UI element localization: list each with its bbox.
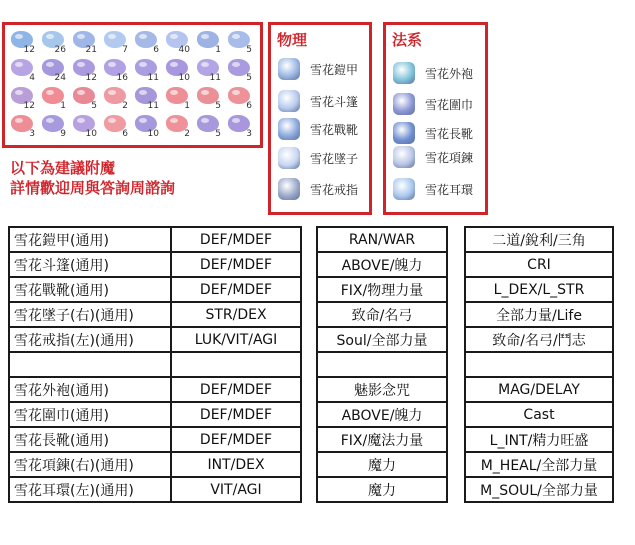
physical-title: 物理 xyxy=(277,31,308,49)
item-count: 6 xyxy=(246,101,252,111)
cloak-icon xyxy=(278,90,300,112)
inventory-slot[interactable] xyxy=(39,28,70,56)
base-stat-cell: INT/DEX xyxy=(171,452,301,477)
item-count: 3 xyxy=(246,129,252,139)
item-label: 雪花耳環 xyxy=(425,183,474,197)
item-count: 11 xyxy=(209,73,221,83)
inventory-slot[interactable] xyxy=(39,112,70,140)
inventory-slot[interactable] xyxy=(8,112,39,140)
item-count: 12 xyxy=(23,45,35,55)
magic-panel xyxy=(383,22,488,215)
item-count: 10 xyxy=(178,73,190,83)
equipment-name-cell: 雪花戒指(左)(通用) xyxy=(9,327,171,352)
item-count: 6 xyxy=(122,129,128,139)
inventory-slot[interactable] xyxy=(101,112,132,140)
base-stat-cell: DEF/MDEF xyxy=(171,277,301,302)
magic-item[interactable] xyxy=(392,177,484,201)
enchant-slot-3-cell: CRI xyxy=(465,252,613,277)
table-row xyxy=(465,252,613,277)
table-row xyxy=(9,327,301,352)
table-row xyxy=(9,252,301,277)
equipment-name-cell: 雪花長靴(通用) xyxy=(9,427,171,452)
table-row xyxy=(465,352,613,377)
item-count: 10 xyxy=(85,129,97,139)
magic-item[interactable] xyxy=(392,61,484,85)
equipment-name-cell: 雪花墜子(右)(通用) xyxy=(9,302,171,327)
inventory-slot[interactable] xyxy=(39,56,70,84)
item-count: 5 xyxy=(215,129,221,139)
equipment-name-cell: 雪花斗篷(通用) xyxy=(9,252,171,277)
inventory-slot[interactable] xyxy=(8,84,39,112)
item-count: 5 xyxy=(246,73,252,83)
item-count: 5 xyxy=(91,101,97,111)
enchant-slot-3-cell: 二道/銳利/三角 xyxy=(465,227,613,252)
item-label: 雪花戒指 xyxy=(310,183,359,197)
enchant-slot-2-cell: 致命/名弓 xyxy=(317,302,447,327)
enchant-slot-2-cell: 魔力 xyxy=(317,477,447,502)
inventory-slot[interactable] xyxy=(194,84,225,112)
item-label: 雪花斗篷 xyxy=(310,95,359,109)
inventory-slot[interactable] xyxy=(132,112,163,140)
item-count: 2 xyxy=(184,129,190,139)
inventory-slot[interactable] xyxy=(225,28,256,56)
equipment-name-cell: 雪花外袍(通用) xyxy=(9,377,171,402)
table-row xyxy=(465,302,613,327)
enchant-slot-2-cell: FIX/物理力量 xyxy=(317,277,447,302)
long-boots-icon xyxy=(393,122,415,144)
item-count: 5 xyxy=(246,45,252,55)
enchant-slot-2-table xyxy=(316,226,448,503)
item-count: 2 xyxy=(122,101,128,111)
enchant-slot-2-cell: FIX/魔法力量 xyxy=(317,427,447,452)
item-count: 4 xyxy=(29,73,35,83)
table-row xyxy=(317,477,447,502)
table-row xyxy=(317,402,447,427)
inventory-slot[interactable] xyxy=(132,84,163,112)
item-label: 雪花鎧甲 xyxy=(310,63,359,77)
enchant-slot-2-cell: RAN/WAR xyxy=(317,227,447,252)
table-row xyxy=(465,277,613,302)
base-stat-cell: STR/DEX xyxy=(171,302,301,327)
magic-item[interactable] xyxy=(392,92,484,116)
pendant-icon xyxy=(278,147,300,169)
robe-icon xyxy=(393,62,415,84)
inventory-slot[interactable] xyxy=(101,84,132,112)
table-row xyxy=(317,377,447,402)
equipment-name-cell: 雪花鎧甲(通用) xyxy=(9,227,171,252)
item-count: 11 xyxy=(147,73,159,83)
inventory-slot[interactable] xyxy=(39,84,70,112)
item-count: 12 xyxy=(85,73,97,83)
table-row xyxy=(465,477,613,502)
enchant-slot-2-cell: Soul/全部力量 xyxy=(317,327,447,352)
notice-line-2: 詳情歡迎周與答詢周諮詢 xyxy=(10,179,176,197)
enchant-slot-3-cell: M_HEAL/全部力量 xyxy=(465,452,613,477)
enchant-slot-3-cell: L_DEX/L_STR xyxy=(465,277,613,302)
inventory-slot[interactable] xyxy=(225,84,256,112)
table-row xyxy=(9,302,301,327)
item-count: 24 xyxy=(54,73,66,83)
notice-line-1: 以下為建議附魔 xyxy=(10,159,116,177)
item-count: 9 xyxy=(60,129,66,139)
table-row xyxy=(9,477,301,502)
enchant-notice xyxy=(10,158,250,198)
boots-icon xyxy=(278,118,300,140)
equipment-stat-table xyxy=(8,226,302,503)
table-row xyxy=(465,427,613,452)
item-count: 6 xyxy=(153,45,159,55)
inventory-grid xyxy=(8,28,256,140)
inventory-slot[interactable] xyxy=(8,28,39,56)
table-row xyxy=(9,377,301,402)
inventory-slot[interactable] xyxy=(163,112,194,140)
enchant-slot-3-cell: Cast xyxy=(465,402,613,427)
inventory-slot[interactable] xyxy=(194,112,225,140)
item-count: 1 xyxy=(60,101,66,111)
ring-icon xyxy=(278,178,300,200)
table-row xyxy=(9,452,301,477)
item-label: 雪花長靴 xyxy=(425,127,474,141)
inventory-slot[interactable] xyxy=(8,56,39,84)
equipment-name-cell: 雪花圍巾(通用) xyxy=(9,402,171,427)
item-label: 雪花項鍊 xyxy=(425,151,474,165)
item-count: 12 xyxy=(23,101,35,111)
table-row xyxy=(317,252,447,277)
item-label: 雪花圍巾 xyxy=(425,98,474,112)
base-stat-cell: DEF/MDEF xyxy=(171,402,301,427)
table-row xyxy=(465,402,613,427)
item-count: 3 xyxy=(29,129,35,139)
item-count: 40 xyxy=(178,45,190,55)
enchant-slot-2-cell: 魅影念咒 xyxy=(317,377,447,402)
table-row xyxy=(9,427,301,452)
magic-item[interactable] xyxy=(392,145,484,169)
inventory-slot[interactable] xyxy=(70,28,101,56)
equipment-name-cell: 雪花耳環(左)(通用) xyxy=(9,477,171,502)
enchant-slot-3-cell: 全部力量/Life xyxy=(465,302,613,327)
base-stat-cell: DEF/MDEF xyxy=(171,427,301,452)
inventory-slot[interactable] xyxy=(163,84,194,112)
enchant-slot-2-cell: ABOVE/魄力 xyxy=(317,252,447,277)
inventory-slot[interactable] xyxy=(163,28,194,56)
inventory-slot[interactable] xyxy=(194,56,225,84)
table-row xyxy=(317,302,447,327)
enchant-slot-3-cell xyxy=(465,352,613,377)
inventory-slot[interactable] xyxy=(132,56,163,84)
base-stat-cell: DEF/MDEF xyxy=(171,377,301,402)
physical-item[interactable] xyxy=(277,57,369,81)
table-row xyxy=(465,377,613,402)
base-stat-cell: VIT/AGI xyxy=(171,477,301,502)
table-row xyxy=(9,277,301,302)
table-row xyxy=(317,227,447,252)
table-row xyxy=(465,452,613,477)
item-count: 10 xyxy=(147,129,159,139)
enchant-slot-3-cell: M_SOUL/全部力量 xyxy=(465,477,613,502)
table-row xyxy=(9,352,301,377)
inventory-slot[interactable] xyxy=(132,28,163,56)
item-count: 7 xyxy=(122,45,128,55)
base-stat-cell xyxy=(171,352,301,377)
table-row xyxy=(9,402,301,427)
inventory-slot[interactable] xyxy=(70,56,101,84)
table-row xyxy=(317,427,447,452)
magic-title: 法系 xyxy=(392,31,423,49)
inventory-slot[interactable] xyxy=(163,56,194,84)
item-count: 16 xyxy=(116,73,128,83)
table-row xyxy=(9,227,301,252)
physical-item[interactable] xyxy=(277,146,369,170)
inventory-slot[interactable] xyxy=(225,56,256,84)
enchant-slot-2-cell: 魔力 xyxy=(317,452,447,477)
equipment-name-cell: 雪花項鍊(右)(通用) xyxy=(9,452,171,477)
earring-icon xyxy=(393,178,415,200)
armor-icon xyxy=(278,58,300,80)
necklace-icon xyxy=(393,146,415,168)
table-row xyxy=(465,227,613,252)
physical-panel xyxy=(268,22,372,215)
item-label: 雪花外袍 xyxy=(425,67,474,81)
item-count: 1 xyxy=(184,101,190,111)
physical-item[interactable] xyxy=(277,177,369,201)
item-count: 11 xyxy=(147,101,159,111)
inventory-slot[interactable] xyxy=(194,28,225,56)
base-stat-cell: DEF/MDEF xyxy=(171,227,301,252)
item-count: 5 xyxy=(215,101,221,111)
inventory-slot[interactable] xyxy=(70,84,101,112)
item-count: 1 xyxy=(215,45,221,55)
magic-item[interactable] xyxy=(392,121,484,145)
inventory-slot[interactable] xyxy=(70,112,101,140)
enchant-slot-2-cell: ABOVE/魄力 xyxy=(317,402,447,427)
table-row xyxy=(465,327,613,352)
enchant-slot-3-cell: 致命/名弓/鬥志 xyxy=(465,327,613,352)
table-row xyxy=(317,327,447,352)
enchant-slot-3-table xyxy=(464,226,614,503)
equipment-name-cell: 雪花戰靴(通用) xyxy=(9,277,171,302)
enchant-slot-3-cell: L_INT/精力旺盛 xyxy=(465,427,613,452)
item-count: 21 xyxy=(85,45,97,55)
inventory-slot[interactable] xyxy=(101,28,132,56)
scarf-icon xyxy=(393,93,415,115)
item-count: 26 xyxy=(54,45,66,55)
table-row xyxy=(317,352,447,377)
physical-item[interactable] xyxy=(277,117,369,141)
physical-item[interactable] xyxy=(277,89,369,113)
item-label: 雪花戰靴 xyxy=(310,123,359,137)
inventory-panel xyxy=(2,22,263,148)
equipment-name-cell xyxy=(9,352,171,377)
base-stat-cell: LUK/VIT/AGI xyxy=(171,327,301,352)
table-row xyxy=(317,452,447,477)
inventory-slot[interactable] xyxy=(101,56,132,84)
enchant-slot-2-cell xyxy=(317,352,447,377)
base-stat-cell: DEF/MDEF xyxy=(171,252,301,277)
enchant-slot-3-cell: MAG/DELAY xyxy=(465,377,613,402)
table-row xyxy=(317,277,447,302)
inventory-slot[interactable] xyxy=(225,112,256,140)
item-label: 雪花墜子 xyxy=(310,152,359,166)
